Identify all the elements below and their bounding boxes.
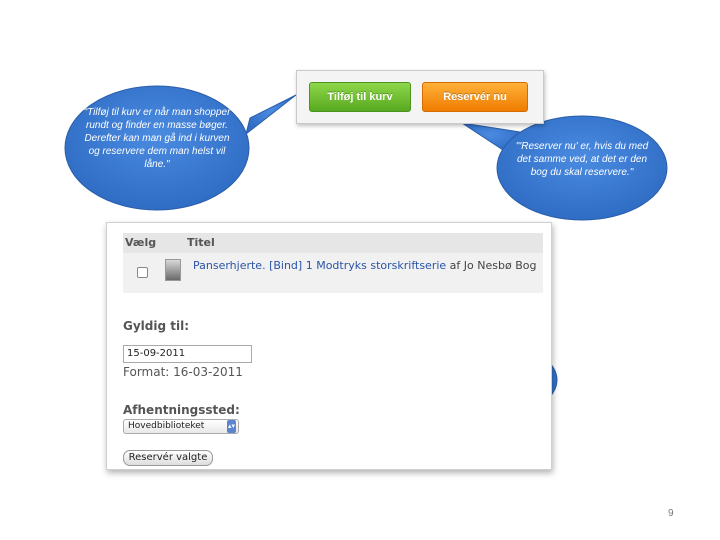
valid-until-label: Gyldig til: <box>123 319 190 333</box>
reserve-bubble-text: "'Reserver nu' er, hvis du med det samme ved, at det er den bog du skal reservere." <box>515 141 649 178</box>
column-title: Titel <box>187 236 215 249</box>
pickup-selected-value: Hovedbiblioteket <box>128 421 205 431</box>
page-number: 9 <box>668 508 674 519</box>
basket-bubble-text: "Her i kurven kan jeg nu vælge om jeg vil reservere den og hvilke bibliotek jeg vil hente den på." <box>376 353 526 390</box>
reserve-selected-button[interactable]: Reservér valgte <box>123 450 213 466</box>
book-cover-thumbnail <box>165 259 181 281</box>
column-select: Vælg <box>125 236 157 249</box>
date-format-hint: Format: 16-03-2011 <box>123 365 243 379</box>
cart-bubble-text: "Tilføj til kurv er når man shopper rundt og finder en masse bøger. Derefter kan man gå ind i kurven og reservere dem man helst vil låne." <box>83 107 231 170</box>
add-to-cart-button[interactable]: Tilføj til kurv <box>309 82 411 112</box>
cart-buttons-screenshot <box>296 70 544 124</box>
valid-until-input[interactable]: 15-09-2011 <box>123 345 252 363</box>
pickup-select[interactable] <box>123 419 239 434</box>
book-title-link[interactable] <box>193 259 536 272</box>
table-row <box>123 253 543 293</box>
reservation-form-screenshot <box>106 222 552 470</box>
select-arrows-icon: ▴▾ <box>227 420 236 433</box>
pickup-label: Afhentningssted: <box>123 403 240 417</box>
book-author: af Jo Nesbø Bog <box>449 259 537 272</box>
reserve-now-button[interactable]: Reservér nu <box>422 82 528 112</box>
book-title[interactable]: Panserhjerte. [Bind] 1 Modtryks storskriftserie <box>193 259 447 272</box>
table-header <box>123 233 543 253</box>
select-checkbox[interactable] <box>137 267 148 278</box>
